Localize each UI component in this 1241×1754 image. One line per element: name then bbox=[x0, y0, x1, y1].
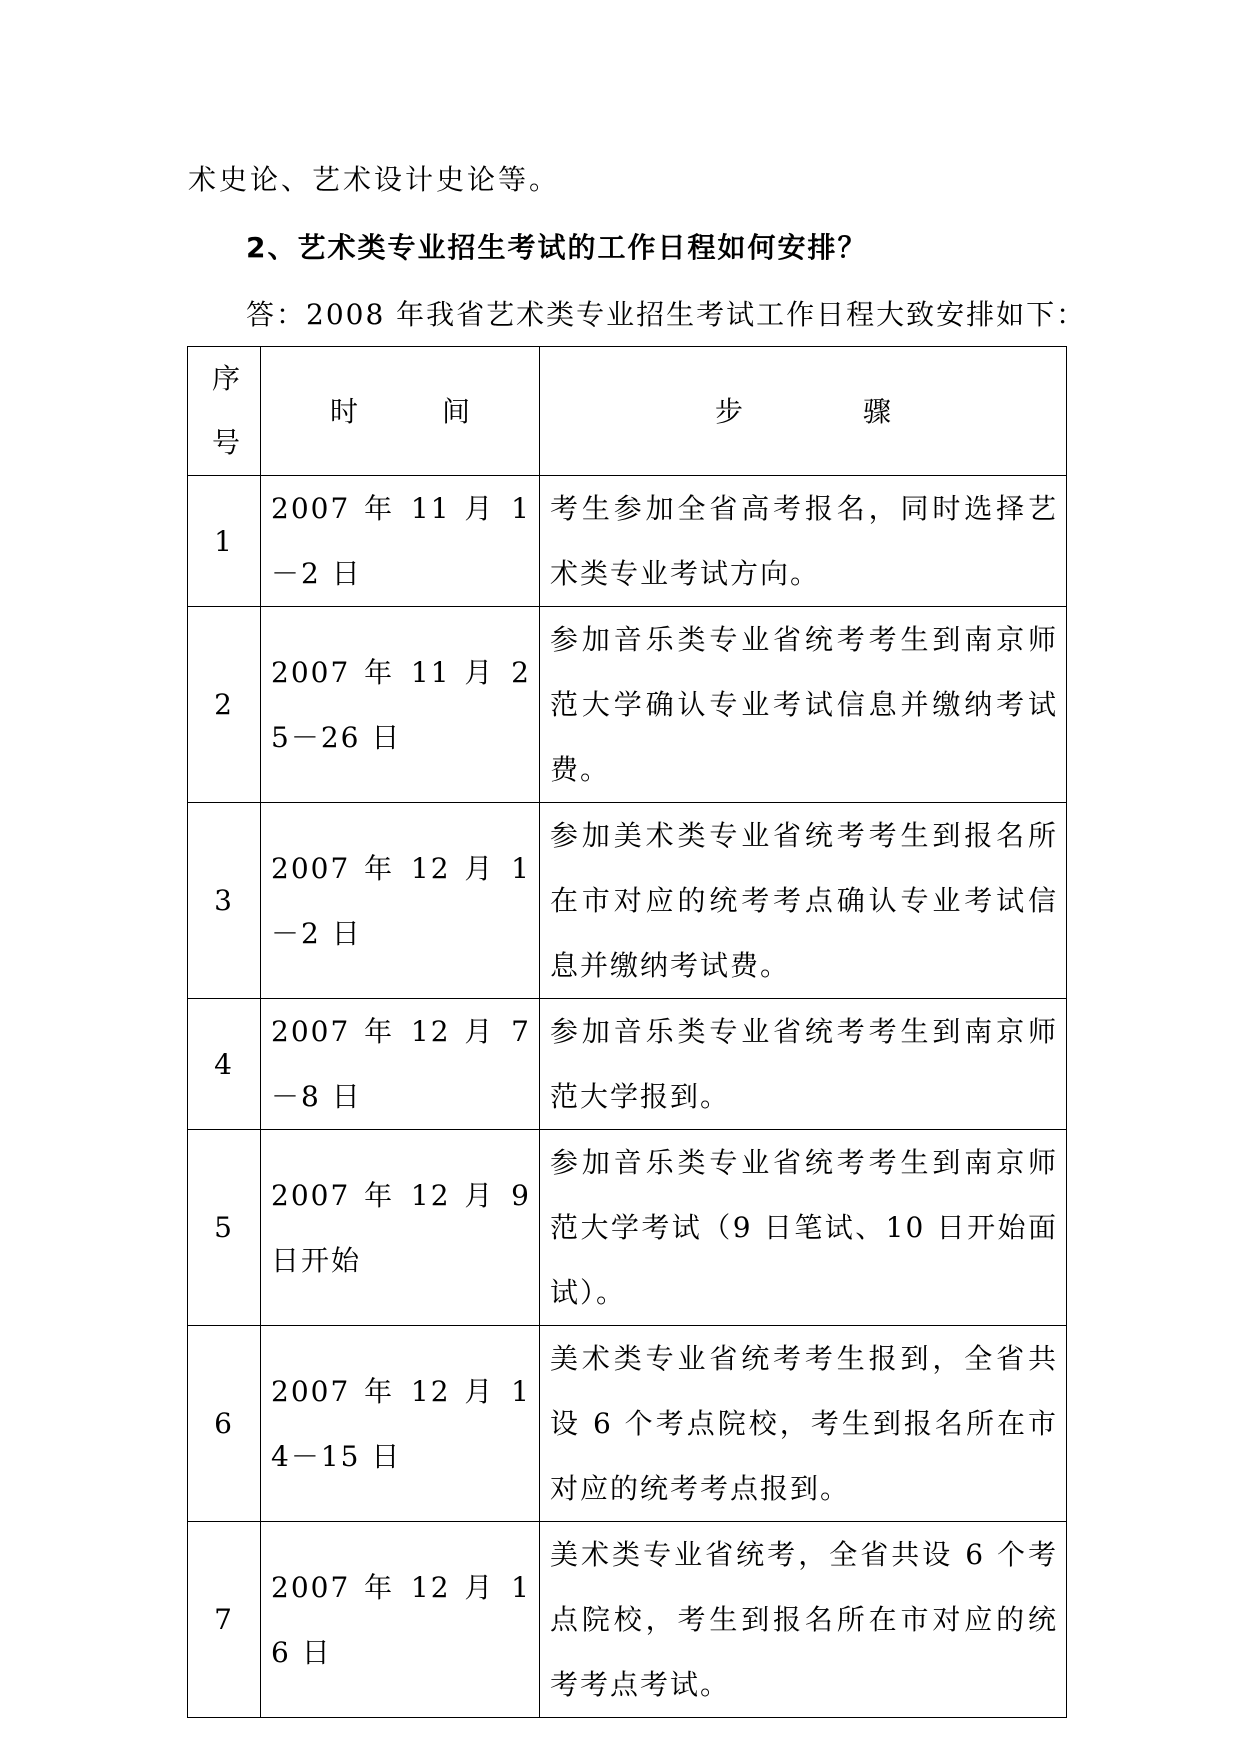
header-time-char-1: 时 bbox=[329, 394, 360, 428]
header-step-char-1: 步 bbox=[714, 394, 745, 428]
row-step: 参加美术类专业省统考考生到报名所在市对应的统考考点确认专业考试信息并缴纳考试费。 bbox=[540, 803, 1067, 999]
row-time: 2007 年 11 月 25－26 日 bbox=[261, 607, 540, 803]
row-no: 3 bbox=[188, 803, 261, 999]
table-row bbox=[188, 607, 1067, 803]
table-row bbox=[188, 476, 1067, 607]
table-row bbox=[188, 1522, 1067, 1718]
row-no: 6 bbox=[188, 1326, 261, 1522]
table-header-row bbox=[188, 347, 1067, 476]
table-row bbox=[188, 999, 1067, 1130]
row-time: 2007 年 12 月 16 日 bbox=[261, 1522, 540, 1718]
row-time: 2007 年 12 月 9 日开始 bbox=[261, 1130, 540, 1326]
row-time: 2007 年 12 月 14－15 日 bbox=[261, 1326, 540, 1522]
header-time bbox=[261, 347, 540, 476]
row-no: 5 bbox=[188, 1130, 261, 1326]
table-row bbox=[188, 803, 1067, 999]
row-no: 1 bbox=[188, 476, 261, 607]
row-no: 7 bbox=[188, 1522, 261, 1718]
row-step: 参加音乐类专业省统考考生到南京师范大学报到。 bbox=[540, 999, 1067, 1130]
row-time: 2007 年 11 月 1－2 日 bbox=[261, 476, 540, 607]
row-time: 2007 年 12 月 1－2 日 bbox=[261, 803, 540, 999]
schedule-table bbox=[187, 346, 1067, 1718]
row-step: 美术类专业省统考，全省共设 6 个考点院校，考生到报名所在市对应的统考考点考试。 bbox=[540, 1522, 1067, 1718]
row-step: 美术类专业省统考考生报到，全省共设 6 个考点院校，考生到报名所在市对应的统考考点报到。 bbox=[540, 1326, 1067, 1522]
table-row bbox=[188, 1130, 1067, 1326]
header-step bbox=[540, 347, 1067, 476]
question-heading: 2、艺术类专业招生考试的工作日程如何安排？ bbox=[246, 231, 868, 264]
row-time: 2007 年 12 月 7－8 日 bbox=[261, 999, 540, 1130]
row-no: 2 bbox=[188, 607, 261, 803]
answer-intro: 答：2008 年我省艺术类专业招生考试工作日程大致安排如下： bbox=[246, 298, 1087, 331]
header-no: 序号 bbox=[188, 347, 261, 476]
row-step: 参加音乐类专业省统考考生到南京师范大学确认专业考试信息并缴纳考试费。 bbox=[540, 607, 1067, 803]
table-row bbox=[188, 1326, 1067, 1522]
intro-line: 术史论、艺术设计史论等。 bbox=[188, 163, 561, 196]
header-step-char-2: 骤 bbox=[863, 394, 894, 428]
row-step: 考生参加全省高考报名，同时选择艺术类专业考试方向。 bbox=[540, 476, 1067, 607]
header-time-char-2: 间 bbox=[442, 394, 473, 428]
row-step: 参加音乐类专业省统考考生到南京师范大学考试（9 日笔试、10 日开始面试）。 bbox=[540, 1130, 1067, 1326]
row-no: 4 bbox=[188, 999, 261, 1130]
